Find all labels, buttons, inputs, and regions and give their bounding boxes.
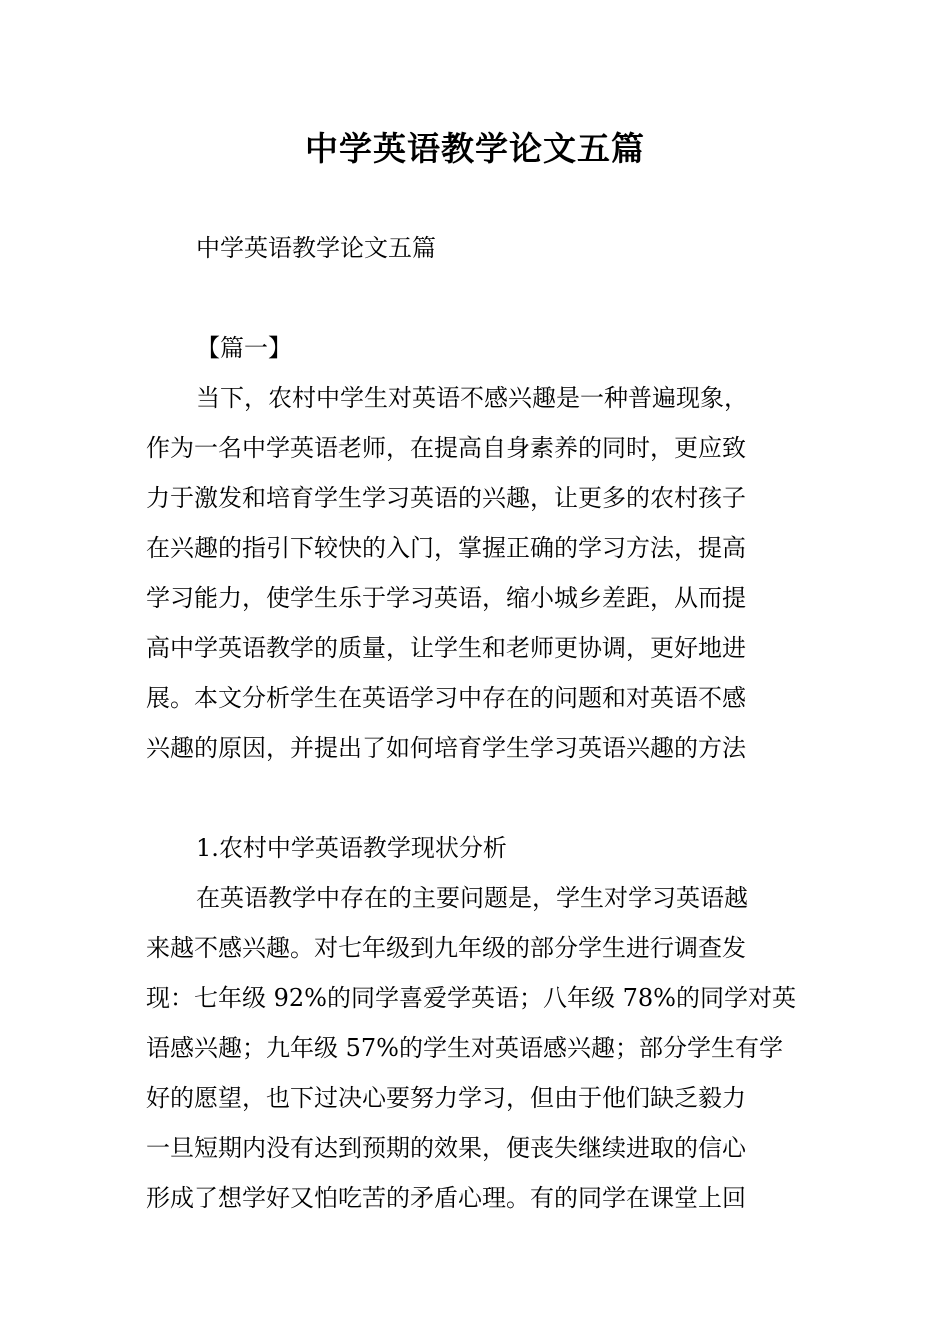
paragraph-line: 形成了想学好又怕吃苦的矛盾心理。有的同学在课堂上回 — [146, 1184, 746, 1212]
paragraph-line: 好的愿望，也下过决心要努力学习，但由于他们缺乏毅力 — [146, 1084, 746, 1112]
paragraph-line: 现：七年级 92%的同学喜爱学英语；八年级 78%的同学对英 — [146, 984, 796, 1012]
paragraph-line: 一旦短期内没有达到预期的效果，便丧失继续进取的信心 — [146, 1134, 746, 1162]
document-title: 中学英语教学论文五篇 — [305, 129, 645, 168]
section-heading: 【篇一】 — [196, 334, 292, 362]
paragraph-line: 在英语教学中存在的主要问题是，学生对学习英语越 — [196, 884, 748, 912]
paragraph-line: 力于激发和培育学生学习英语的兴趣，让更多的农村孩子 — [146, 484, 746, 512]
paragraph-line: 当下，农村中学生对英语不感兴趣是一种普遍现象， — [196, 384, 748, 412]
paragraph-line: 学习能力，使学生乐于学习英语，缩小城乡差距，从而提 — [146, 584, 746, 612]
document-subtitle: 中学英语教学论文五篇 — [196, 234, 436, 262]
paragraph-line: 在兴趣的指引下较快的入门，掌握正确的学习方法，提高 — [146, 534, 746, 562]
paragraph-line: 来越不感兴趣。对七年级到九年级的部分学生进行调查发 — [146, 934, 746, 962]
paragraph-line: 语感兴趣；九年级 57%的学生对英语感兴趣；部分学生有学 — [146, 1034, 783, 1062]
subheading: 1.农村中学英语教学现状分析 — [196, 834, 507, 862]
paragraph-line: 高中学英语教学的质量，让学生和老师更协调，更好地进 — [146, 634, 746, 662]
paragraph-line: 兴趣的原因，并提出了如何培育学生学习英语兴趣的方法 — [146, 734, 746, 762]
paragraph-line: 展。本文分析学生在英语学习中存在的问题和对英语不感 — [146, 684, 746, 712]
paragraph-line: 作为一名中学英语老师，在提高自身素养的同时，更应致 — [146, 434, 746, 462]
